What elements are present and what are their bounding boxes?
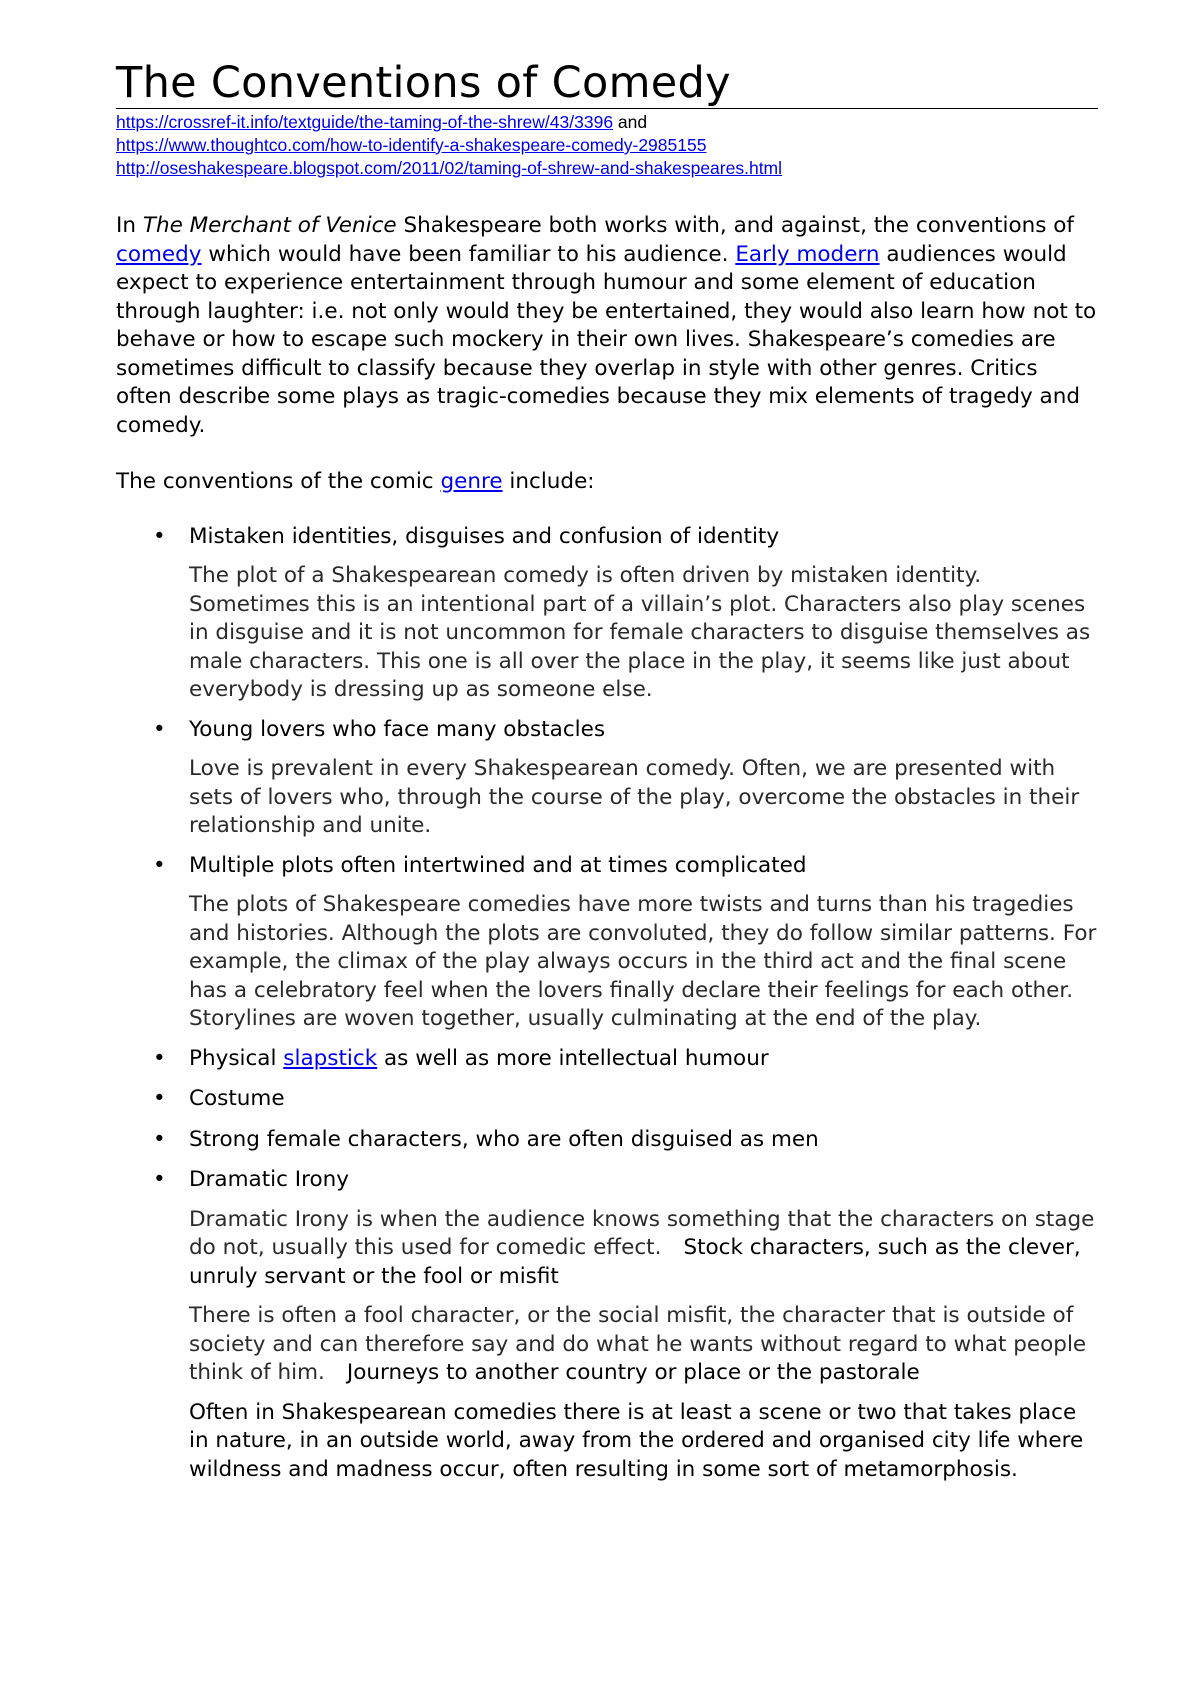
item-description: The plot of a Shakespearean comedy is often driven by mistaken identity. Sometimes this is an intentional part of a villain’s plot. Characters also play scenes in disguise and it is not uncommon for female characters to disguise themselves as male characters. This one is all over the place in the play, it seems like just about everybody is dressing up as someone else. — [189, 563, 1091, 702]
list-item — [116, 1085, 1098, 1114]
bullet-icon: • — [153, 1086, 166, 1111]
source-links — [116, 111, 1098, 180]
bullet-icon: • — [153, 1126, 166, 1152]
bullet-icon: • — [153, 852, 166, 878]
list-item — [116, 523, 1098, 705]
item-description — [189, 1206, 1098, 1292]
link-comedy[interactable]: comedy — [116, 241, 202, 267]
list-item — [116, 852, 1098, 1034]
link-early-modern[interactable]: Early modern — [735, 241, 880, 267]
link-slapstick[interactable]: slapstick — [283, 1045, 378, 1071]
item-title — [189, 1045, 1098, 1074]
list-item — [116, 1045, 1098, 1074]
source-line-1 — [116, 111, 1098, 134]
item-title: Costume — [189, 1086, 285, 1111]
play-title-italic: The Merchant of Venice — [142, 213, 397, 238]
journeys-heading: Journeys to another country or place or the pastorale — [346, 1360, 920, 1385]
item-title: Dramatic Irony — [189, 1167, 349, 1192]
bullet-icon: • — [153, 523, 166, 549]
document-page — [116, 58, 1098, 1495]
bullet-icon: • — [153, 1045, 166, 1071]
source-link-thoughtco[interactable]: https://www.thoughtco.com/how-to-identify-a-shakespeare-comedy-2985155 — [116, 135, 707, 155]
intro-text-c: which would have been familiar to his audience. — [201, 241, 736, 267]
source-and-text: and — [613, 112, 648, 132]
link-genre[interactable]: genre — [440, 469, 503, 494]
intro-text-d: audiences would expect to experience entertainment through humour and some element of education through laughter: i.e. not only would they be entertained, they would also learn how not to behave or how to escape such mockery in their own lives. Shakespeare’s comedies are sometimes difficult to classify because they overlap in style with other genres. Critics often describe some plays as tragic-comedies because they mix elements of tragedy and comedy. — [116, 241, 1097, 438]
item-title: Strong female characters, who are often disguised as men — [189, 1126, 819, 1152]
conventions-list — [116, 523, 1098, 1485]
conventions-intro-text-a: The conventions of the comic — [116, 469, 441, 494]
fool-description: There is often a fool character, or the social misfit, the character that is outside of society and can therefore say and do what he wants without regard to what people think of him. — [189, 1303, 1087, 1385]
list-item — [116, 1126, 1098, 1155]
source-link-blogspot[interactable]: http://oseshakespeare.blogspot.com/2011/02/taming-of-shrew-and-shakespeares.html — [116, 158, 783, 178]
item-title: Multiple plots often intertwined and at times complicated — [189, 852, 807, 878]
item-description — [189, 1302, 1098, 1388]
intro-text-b: Shakespeare both works with, and against, the conventions of — [396, 213, 1074, 238]
stock-characters-heading: Stock characters, such as the clever, unruly servant or the fool or misfit — [189, 1235, 1081, 1289]
item-title: Young lovers who face many obstacles — [189, 716, 606, 742]
bullet-icon: • — [153, 1167, 166, 1192]
intro-paragraph — [116, 212, 1098, 440]
source-line-3 — [116, 157, 1098, 180]
item-description: The plots of Shakespeare comedies have more twists and turns than his tragedies and histories. Although the plots are convoluted, they do follow similar patterns. For example, the climax of the play always occurs in the third act and the final scene has a celebratory feel when the lovers finally declare their feelings for each other. Storylines are woven together, usually culminating at the end of the play. — [189, 892, 1097, 1031]
item-title: Mistaken identities, disguises and confusion of identity — [189, 523, 780, 549]
list-item — [116, 716, 1098, 841]
page-title: The Conventions of Comedy — [116, 58, 1098, 109]
irony-description: Dramatic Irony is when the audience knows something that the characters on stage do not, usually this used for comedic effect. — [189, 1206, 1095, 1260]
item-description: Often in Shakespearean comedies there is at least a scene or two that takes place in nature, in an outside world, away from the ordered and organised city life where wildness and madness occur, often resulting in some sort of metamorphosis. — [189, 1399, 1084, 1482]
item-title-text-b: as well as more intellectual humour — [377, 1045, 769, 1071]
intro-text-a: In — [116, 213, 143, 238]
conventions-intro — [116, 468, 1098, 497]
source-link-crossref[interactable]: https://crossref-it.info/textguide/the-taming-of-the-shrew/43/3396 — [116, 112, 614, 132]
conventions-intro-text-b: include: — [502, 469, 595, 494]
source-line-2 — [116, 134, 1098, 157]
item-description: Love is prevalent in every Shakespearean comedy. Often, we are presented with sets of lovers who, through the course of the play, overcome the obstacles in their relationship and unite. — [189, 756, 1080, 838]
bullet-icon: • — [153, 716, 166, 742]
list-item — [116, 1166, 1098, 1484]
item-title-text-a: Physical — [189, 1045, 284, 1071]
